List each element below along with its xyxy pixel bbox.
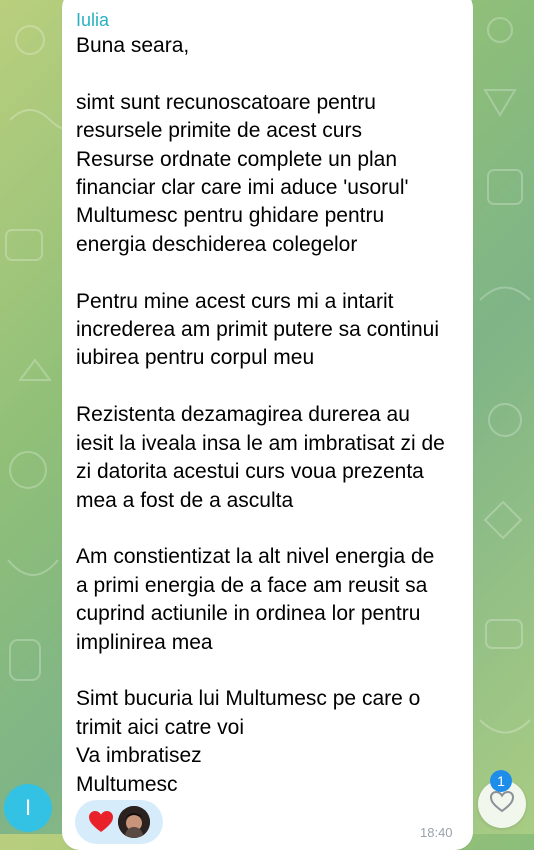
heart-outline-icon xyxy=(489,790,515,819)
reaction-pill[interactable] xyxy=(75,800,163,844)
message-time: 18:40 xyxy=(420,825,453,840)
sender-avatar[interactable] xyxy=(4,784,52,832)
sender-name[interactable]: Iulia xyxy=(76,10,110,30)
reaction-count-badge: 1 xyxy=(490,770,512,792)
message-text: Buna seara, simt sunt recunoscatoare pentru resursele primite de acest curs Resurse ordnate complete un plan financiar clar care imi aduce 'usorul' Multumesc pentru ghidare pentru energia deschiderea colegelor Pentru mine acest curs mi a intarit increderea am primit putere sa continui iubirea pentru corpul meu Rezistenta dezamagirea durerea au iesit la iveala insa le am imbratisat zi de zi datorita acestui curs voua prezenta mea a fost de a asculta Am constientizat la alt nivel energia de a primi energia de a face am reusit sa cuprind actiunile in ordinea lor pentru implinirea mea Simt bucuria lui Multumesc pe care o trimit aici catre voi Va imbratisez Multumesc xyxy=(76,34,445,796)
heart-icon xyxy=(88,810,114,839)
reactor-avatar xyxy=(118,806,150,838)
avatar-initial: I xyxy=(24,795,32,820)
